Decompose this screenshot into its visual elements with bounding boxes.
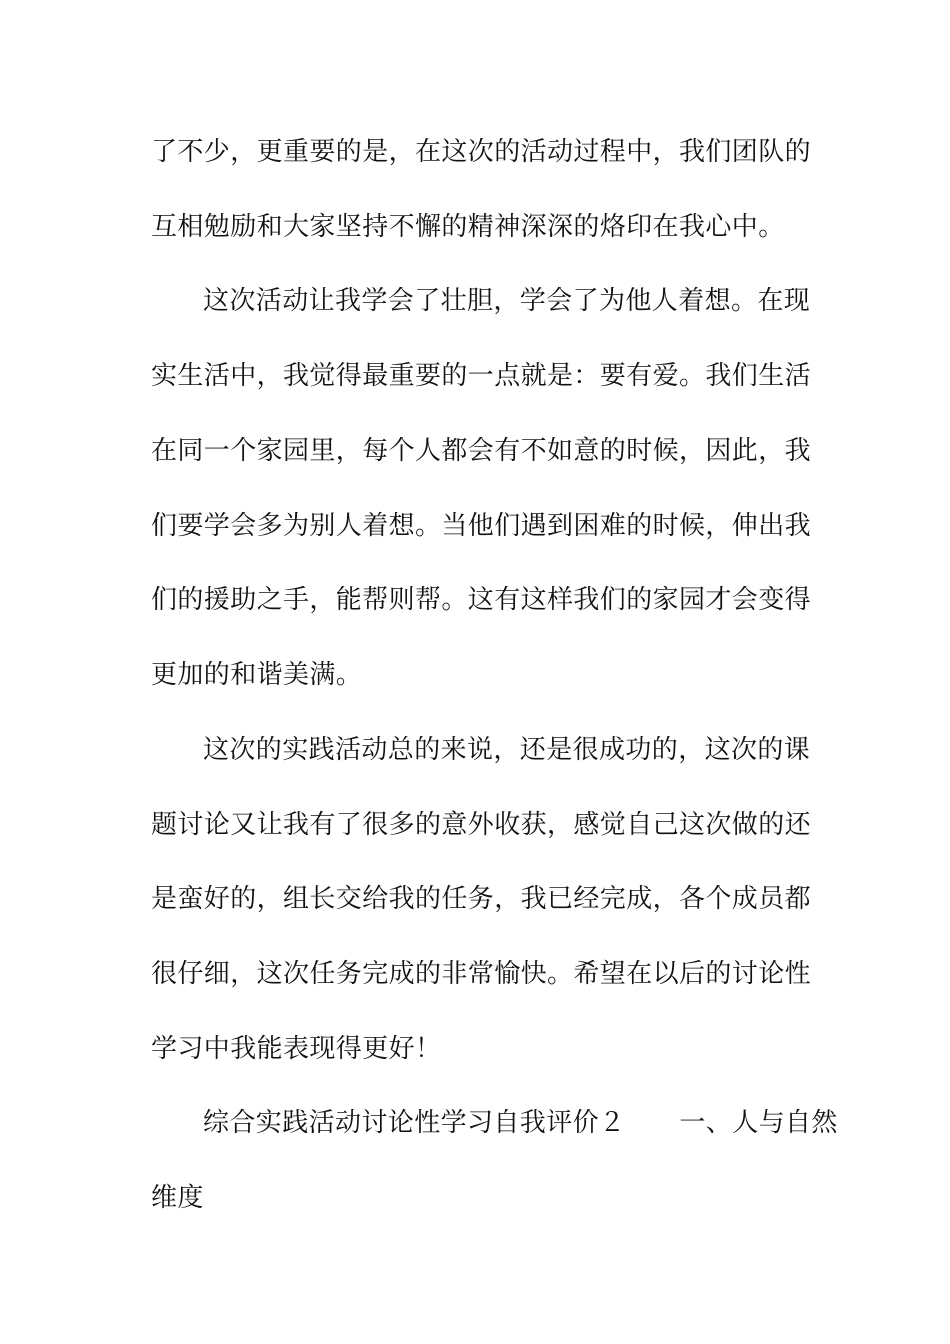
heading-section: 一、人与自然 [679,1108,838,1138]
section-heading-line [203,1107,838,1139]
paragraph-2-line-3: 在同一个家园里，每个人都会有不如意的时候，因此，我 [151,436,812,466]
paragraph-3-line-5: 学习中我能表现得更好！ [151,1034,442,1064]
paragraph-2-line-4: 们要学会多为别人着想。当他们遇到困难的时候，伸出我 [151,511,812,541]
paragraph-1-line-1: 了不少，更重要的是，在这次的活动过程中，我们团队的 [151,137,812,167]
paragraph-3-line-3: 是蛮好的，组长交给我的任务，我已经完成，各个成员都 [151,884,812,914]
heading-title: 综合实践活动讨论性学习自我评价２ [203,1108,626,1138]
heading-section-continued: 维度 [151,1183,204,1213]
paragraph-2-line-6: 更加的和谐美满。 [151,660,363,690]
paragraph-2-line-2: 实生活中，我觉得最重要的一点就是：要有爱。我们生活 [151,361,812,391]
paragraph-2-line-5: 们的援助之手，能帮则帮。这有这样我们的家园才会变得 [151,585,812,615]
paragraph-2-line-1: 这次活动让我学会了壮胆，学会了为他人着想。在现 [203,286,811,316]
paragraph-3-line-1: 这次的实践活动总的来说，还是很成功的，这次的课 [203,735,811,765]
paragraph-3-line-2: 题讨论又让我有了很多的意外收获，感觉自己这次做的还 [151,810,812,840]
paragraph-1-line-2: 互相勉励和大家坚持不懈的精神深深的烙印在我心中。 [151,212,785,242]
paragraph-3-line-4: 很仔细，这次任务完成的非常愉快。希望在以后的讨论性 [151,959,812,989]
